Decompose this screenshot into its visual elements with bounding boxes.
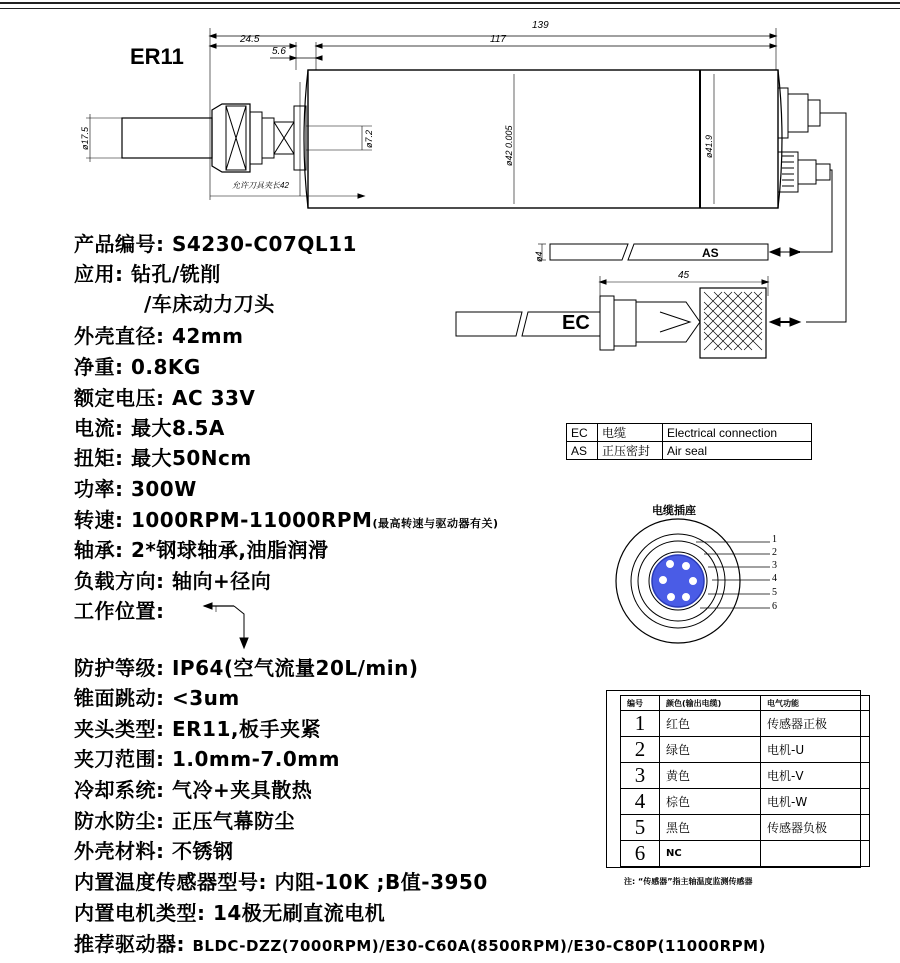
spec-label: 外壳直径:	[74, 324, 172, 348]
spec-row-power	[74, 473, 197, 502]
dim-spindle-diameter: ø17.5	[80, 126, 90, 150]
dim-clamp-note: 允许刀具夹长42	[232, 181, 289, 190]
legend-code: EC	[567, 424, 598, 442]
spec-row-runout	[74, 682, 240, 711]
spec-label: 产品编号:	[74, 232, 172, 256]
pin-row	[621, 815, 870, 841]
spec-row-speed	[74, 504, 499, 533]
pin-number: 4	[621, 789, 660, 815]
spec-label: 扭矩:	[74, 446, 131, 470]
legend-en: Air seal	[663, 442, 812, 460]
spec-value: 正压气幕防尘	[171, 809, 295, 833]
pin-row	[621, 789, 870, 815]
spec-row-material	[74, 835, 233, 864]
socket-callout: 3	[772, 560, 777, 571]
spec-note: (最高转速与驱动器有关)	[372, 517, 499, 530]
legend-code: AS	[567, 442, 598, 460]
pin-header-color: 颜色(输出电缆)	[660, 696, 761, 711]
spec-value: IP64(空气流量20L/min)	[171, 656, 419, 680]
pin-header-num: 编号	[621, 696, 660, 711]
pin-number: 5	[621, 815, 660, 841]
spec-value: 最大8.5A	[130, 416, 225, 440]
ec-connector-label: EC	[562, 312, 590, 334]
spec-label: 外壳材料:	[74, 839, 172, 863]
spec-value: 不锈钢	[171, 839, 234, 863]
spec-row-torque	[74, 442, 252, 471]
pin-number: 2	[621, 737, 660, 763]
spec-value: <3um	[171, 686, 240, 710]
spec-value: AC 33V	[171, 386, 256, 410]
pin-table	[620, 695, 870, 867]
spec-row-cooling	[74, 774, 312, 803]
spec-row-protection	[74, 652, 419, 681]
dim-plug-length: 45	[678, 270, 690, 281]
dim-body-length: 117	[490, 34, 506, 45]
pin-function: 电机-V	[761, 763, 870, 789]
spec-value: 最大50Ncm	[130, 446, 252, 470]
spec-row-application	[74, 258, 221, 287]
pin-color: 黑色	[660, 815, 761, 841]
pin-function: 传感器负极	[761, 815, 870, 841]
spec-value: 14极无刷直流电机	[212, 901, 386, 925]
socket-callout: 4	[772, 573, 777, 584]
spec-row-temp-sensor	[74, 866, 488, 895]
model-label: ER11	[130, 44, 184, 69]
socket-callout: 1	[772, 534, 777, 545]
spec-row-waterproof	[74, 805, 295, 834]
spec-value: 1.0mm-7.0mm	[171, 747, 340, 771]
spec-label: 防水防尘:	[74, 809, 172, 833]
spec-row-application-cont	[144, 288, 275, 317]
spec-row-motor-type	[74, 897, 385, 926]
spec-label: 防护等级:	[74, 656, 172, 680]
legend-cn: 电缆	[598, 424, 663, 442]
spec-row-product-code	[74, 228, 357, 257]
socket-callout: 2	[772, 547, 777, 558]
spec-value: 轴向+径向	[171, 569, 272, 593]
pin-color: 黄色	[660, 763, 761, 789]
pin-color: NC	[660, 841, 761, 867]
spec-label: 应用:	[74, 262, 131, 286]
pin-row	[621, 737, 870, 763]
spec-value: 气冷+夹具散热	[171, 778, 313, 802]
spec-label: 轴承:	[74, 538, 131, 562]
spec-row-diameter	[74, 320, 243, 349]
spec-label: 功率:	[74, 477, 131, 501]
spec-row-clamp-range	[74, 743, 340, 772]
socket-callout: 6	[772, 601, 777, 612]
pin-number: 3	[621, 763, 660, 789]
pin-function: 电机-U	[761, 737, 870, 763]
spec-value: 300W	[130, 477, 197, 501]
spec-label: 电流:	[74, 416, 131, 440]
dim-nose-diameter: ø7.2	[364, 129, 374, 148]
spec-value: ER11,板手夹紧	[171, 717, 321, 741]
spec-row-weight	[74, 351, 201, 380]
pin-function: 电机-W	[761, 789, 870, 815]
spec-value: 1000RPM-11000RPM	[130, 508, 373, 532]
socket-callout: 5	[772, 587, 777, 598]
dim-flange-offset: 5.6	[272, 46, 286, 57]
pin-row	[621, 841, 870, 867]
as-connector-label: AS	[702, 246, 719, 260]
pin-row	[621, 763, 870, 789]
spec-row-bearing	[74, 534, 328, 563]
spec-label: 推荐驱动器:	[74, 932, 193, 956]
spec-value: S4230-C07QL11	[171, 232, 357, 256]
spec-label: 夹头类型:	[74, 717, 172, 741]
spec-row-voltage	[74, 382, 255, 411]
spec-row-current	[74, 412, 225, 441]
legend-cn: 正压密封	[598, 442, 663, 460]
pin-color: 红色	[660, 711, 761, 737]
spec-value: /车床动力刀头	[144, 292, 275, 316]
spec-value: BLDC-DZZ(7000RPM)/E30-C60A(8500RPM)/E30-C80P(11000RPM)	[192, 937, 766, 955]
legend-row-as	[567, 442, 812, 460]
dim-air-hose-diameter: ø4	[534, 251, 544, 262]
spec-value: 0.8KG	[130, 355, 201, 379]
pin-number: 1	[621, 711, 660, 737]
pin-color: 棕色	[660, 789, 761, 815]
spec-value: 42mm	[171, 324, 244, 348]
spec-row-collet-type	[74, 713, 321, 742]
spec-label: 锥面跳动:	[74, 686, 172, 710]
spec-value: 钻孔/铣削	[130, 262, 221, 286]
spec-value: 内阻-10K ;B值-3950	[274, 870, 488, 894]
spec-label: 额定电压:	[74, 386, 172, 410]
pin-function	[761, 841, 870, 867]
legend-en: Electrical connection	[663, 424, 812, 442]
spec-label: 工作位置:	[74, 599, 165, 623]
pin-number: 6	[621, 841, 660, 867]
connection-legend	[566, 423, 812, 460]
legend-row-ec	[567, 424, 812, 442]
dim-body-diameter: ø42 0.005	[504, 125, 514, 166]
pin-function: 传感器正极	[761, 711, 870, 737]
pin-color: 绿色	[660, 737, 761, 763]
spec-label: 夹刀范围:	[74, 747, 172, 771]
socket-title: 电缆插座	[652, 504, 696, 517]
spec-label: 净重:	[74, 355, 131, 379]
dim-overall-length: 139	[532, 20, 549, 31]
spec-row-driver	[74, 928, 766, 957]
spec-value: 2*钢球轴承,油脂润滑	[130, 538, 329, 562]
spec-label: 负载方向:	[74, 569, 172, 593]
dim-rear-diameter: ø41.9	[704, 134, 714, 158]
dim-collet-length: 24.5	[240, 34, 260, 45]
pin-row	[621, 711, 870, 737]
spec-label: 转速:	[74, 508, 131, 532]
pin-header-function: 电气功能	[761, 696, 870, 711]
spec-label: 冷却系统:	[74, 778, 172, 802]
spec-label: 内置温度传感器型号:	[74, 870, 275, 894]
spec-row-load-direction	[74, 565, 271, 594]
spec-label: 内置电机类型:	[74, 901, 213, 925]
pin-table-footnote: 注: “传感器”指主轴温度监测传感器	[624, 877, 753, 886]
pin-table-header	[621, 696, 870, 711]
spec-row-work-position	[74, 595, 165, 624]
